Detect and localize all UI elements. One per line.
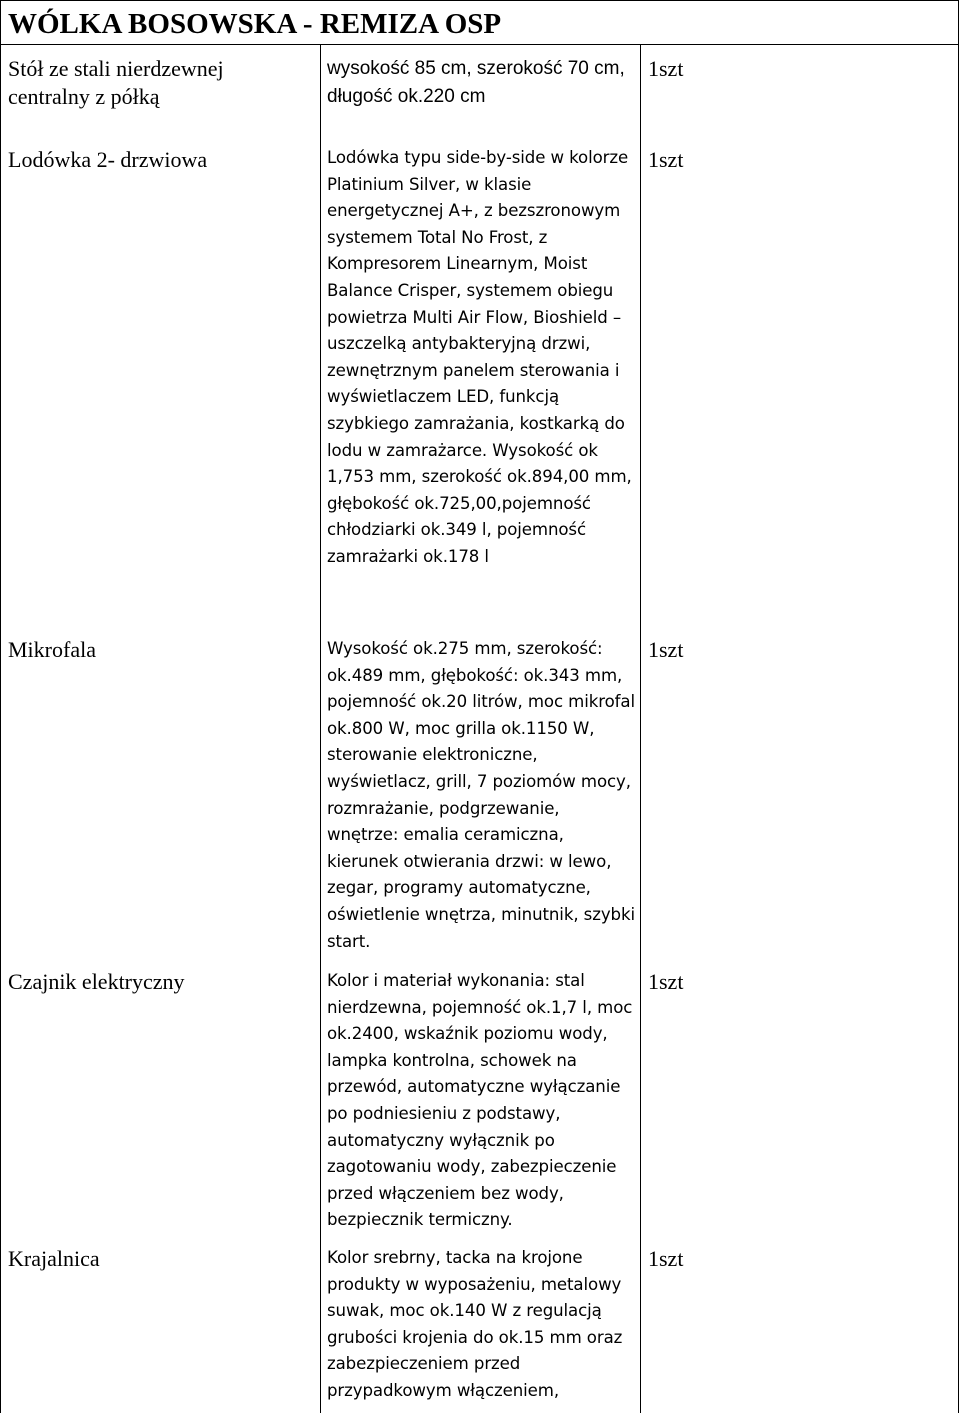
item-description: wysokość 85 cm, szerokość 70 cm, długość ok.220 cm (327, 58, 625, 107)
item-name: Lodówka 2- drzwiowa (8, 147, 208, 172)
item-quantity: 1szt (648, 147, 684, 172)
item-quantity: 1szt (648, 1246, 684, 1271)
item-quantity: 1szt (648, 637, 684, 662)
item-description: Kolor i materiał wykonania: stal nierdzewna, pojemność ok.1,7 l, moc ok.2400, wskaźnik poziomu wody, lampka kontrolna, schowek na przewód, automatyczne wyłączanie po podniesieniu z podstawy, automatyczny wyłącznik po zagotowaniu wody, zabezpieczenie przed włączeniem bez wody, bezpiecznik termiczny. (327, 971, 633, 1230)
document-title: WÓLKA BOSOWSKA - REMIZA OSP (8, 8, 502, 40)
item-name: Stół ze stali nierdzewnej centralny z półką (8, 56, 224, 109)
item-name: Krajalnica (8, 1246, 100, 1271)
item-quantity: 1szt (648, 56, 684, 81)
column-divider-1 (320, 44, 321, 1413)
table-border-right (958, 0, 959, 1413)
item-quantity: 1szt (648, 969, 684, 994)
item-name: Mikrofala (8, 637, 96, 662)
item-description: Lodówka typu side-by-side w kolorze Platinium Silver, w klasie energetycznej A+, z bezszronowym systemem Total No Frost, z Kompresorem Linearnym, Moist Balance Crisper, systemem obiegu powietrza Multi Air Flow, Bioshield – uszczelką antybakteryjną drzwi, zewnętrznym panelem sterowania i wyświetlaczem LED, funkcją szybkiego zamrażania, kostkarką do lodu w zamrażarce. Wysokość ok 1,753 mm, szerokość ok.894,00 mm, głębokość ok.725,00,pojemność chłodziarki ok.349 l, pojemność zamrażarki ok.178 l (327, 148, 632, 566)
table-border-top (0, 0, 959, 1)
item-description: Kolor srebrny, tacka na krojone produkty w wyposażeniu, metalowy suwak, moc ok.140 W z regulacją grubości krojenia do ok.15 mm oraz zabezpieczeniem przed przypadkowym włączeniem, (327, 1248, 623, 1400)
item-description: Wysokość ok.275 mm, szerokość: ok.489 mm, głębokość: ok.343 mm, pojemność ok.20 litrów, moc mikrofal ok.800 W, moc grilla ok.1150 W, sterowanie elektroniczne, wyświetlacz, grill, 7 poziomów mocy, rozmrażanie, podgrzewanie, wnętrze: emalia ceramiczna, kierunek otwierania drzwi: w lewo, zegar, programy automatyczne, oświetlenie wnętrza, minutnik, szybki start. (327, 639, 636, 951)
item-name: Czajnik elektryczny (8, 969, 185, 994)
table-border-left (0, 0, 1, 1413)
column-divider-2 (640, 44, 641, 1413)
title-divider (0, 44, 959, 45)
